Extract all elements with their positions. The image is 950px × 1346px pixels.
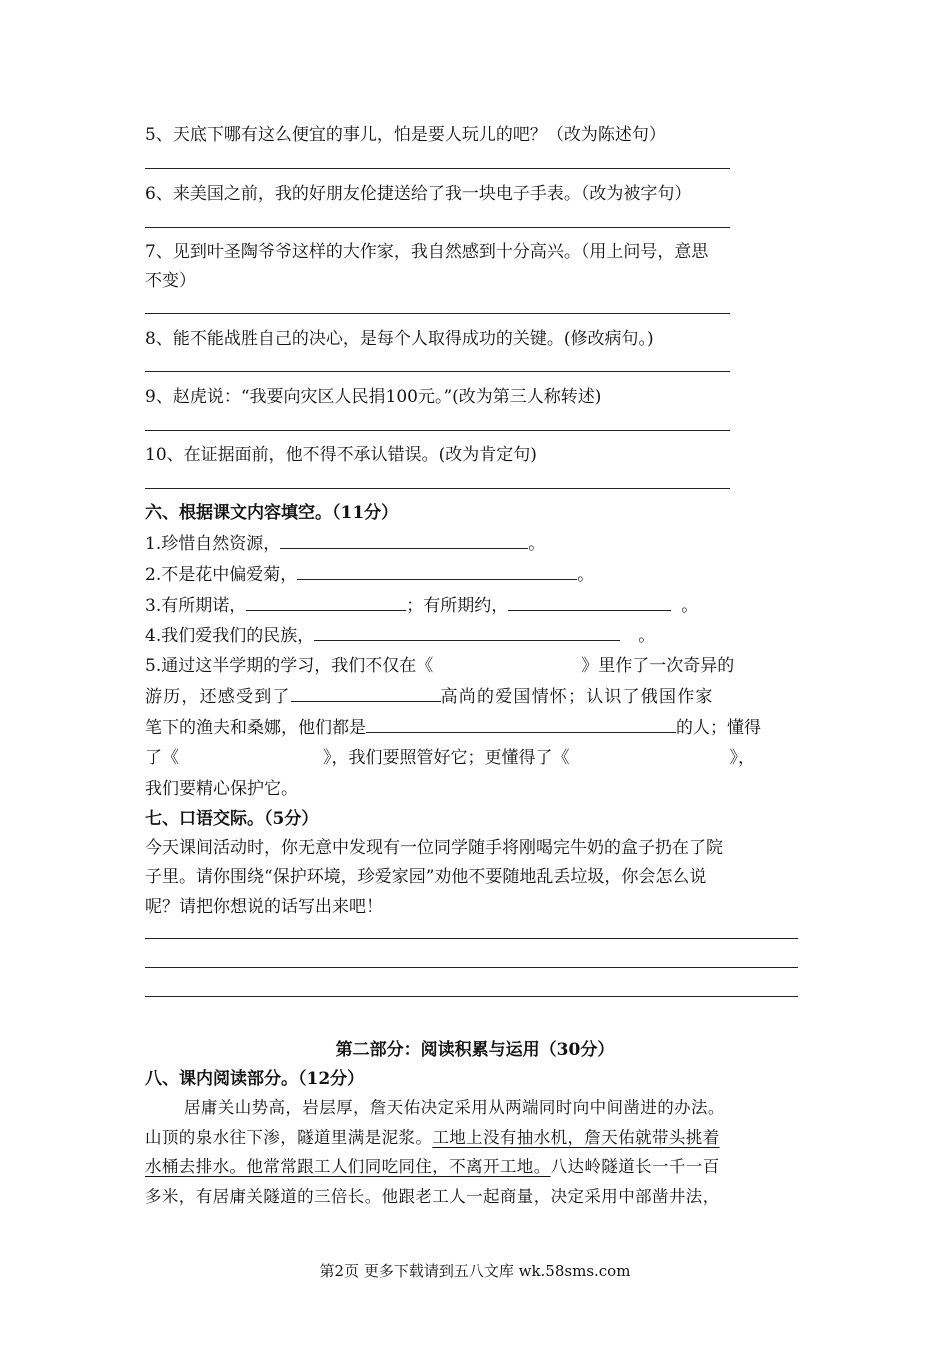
fill-blank-4[interactable]	[314, 622, 620, 641]
section-7-heading: 七、口语交际。（5分）	[145, 809, 319, 829]
question-7: 7、见到叶圣陶爷爷这样的大作家，我自然感到十分高兴。（用上问号，意思	[145, 242, 709, 262]
fill-5-text-f: 的人；懂得	[676, 718, 761, 738]
fill-blank-5c[interactable]	[366, 714, 676, 733]
writing-line-1[interactable]	[145, 938, 798, 939]
section-7-prompt-line2: 子里。请你围绕“保护环境，珍爱家园”劝他不要随地乱丢垃圾，你会怎么说	[145, 867, 707, 887]
section-7-prompt-line1: 今天课间活动时，你无意中发现有一位同学随手将刚喝完牛奶的盒子扔在了院	[145, 838, 723, 858]
fill-3-middle: ；有所期约，	[406, 596, 509, 616]
fill-blank-1[interactable]	[280, 530, 528, 549]
page-footer: 第2页 更多下载请到五八文库 wk.58sms.com	[319, 1262, 631, 1280]
fill-4-suffix: 。	[638, 626, 656, 646]
fill-3-suffix: 。	[681, 596, 699, 616]
reading-para-line3	[145, 1153, 720, 1177]
question-8: 8、能不能战胜自己的决心，是每个人取得成功的关键。(修改病句。)	[145, 329, 654, 349]
fill-2-suffix: 。	[577, 565, 595, 585]
fill-blank-3a[interactable]	[246, 592, 406, 611]
question-7-cont: 不变）	[145, 271, 196, 291]
fill-1-prefix: 1.珍惜自然资源，	[145, 534, 281, 554]
answer-line-10[interactable]	[145, 488, 730, 489]
fill-5-text-b: 》里作了一次奇异的	[581, 656, 735, 676]
fill-item-5-line4	[145, 743, 755, 768]
fill-5-text-c: 游历，还感受到了	[145, 687, 291, 707]
fill-1-suffix: 。	[528, 534, 546, 554]
answer-line-6[interactable]	[145, 227, 730, 228]
question-9: 9、赵虎说：“我要向灾区人民捐100元。”(改为第三人称转述)	[145, 387, 602, 407]
answer-line-9[interactable]	[145, 430, 730, 431]
fill-5-text-i: 》，	[729, 748, 755, 768]
question-6: 6、来美国之前，我的好朋友伦捷送给了我一块电子手表。（改为被字句）	[145, 184, 692, 204]
answer-line-5[interactable]	[145, 168, 730, 169]
fill-5-text-a: 5.通过这半学期的学习，我们不仅在《	[145, 656, 434, 676]
reading-underlined-b: 水桶去排水。他常常跟工人们同吃同住，不离开工地。	[145, 1157, 551, 1176]
reading-text-plain-b: 八达岭隧道长一千一百	[550, 1157, 720, 1176]
fill-5-text-g: 了《	[145, 748, 179, 768]
fill-5-text-e: 笔下的渔夫和桑娜，他们都是	[145, 718, 366, 738]
fill-item-5-line3	[145, 713, 761, 738]
fill-item-1	[145, 529, 545, 554]
fill-blank-2[interactable]	[297, 561, 577, 580]
part-2-title: 第二部分：阅读积累与运用（30分）	[335, 1040, 615, 1060]
fill-3-prefix: 3.有所期诺，	[145, 596, 247, 616]
fill-4-prefix: 4.我们爱我们的民族，	[145, 626, 315, 646]
fill-blank-3b[interactable]	[508, 592, 671, 611]
reading-para-line4: 多米，有居庸关隧道的三倍长。他跟老工人一起商量，决定采用中部凿井法，	[145, 1187, 720, 1206]
fill-item-5-line2	[145, 682, 714, 707]
fill-item-5-line5: 我们要精心保护它。	[145, 779, 298, 799]
section-6-heading: 六、根据课文内容填空。（11分）	[145, 503, 399, 523]
fill-2-prefix: 2.不是花中偏爱菊，	[145, 565, 298, 585]
question-5: 5、天底下哪有这么便宜的事儿，怕是要人玩儿的吧？（改为陈述句）	[145, 125, 666, 145]
reading-underlined-a: 工地上没有抽水机，詹天佑就带头挑着	[432, 1128, 720, 1147]
fill-5-text-d: 高尚的爱国情怀；认识了俄国作家	[440, 687, 714, 707]
fill-item-2	[145, 560, 594, 585]
fill-item-3	[145, 591, 698, 616]
reading-para-line2	[145, 1124, 720, 1148]
section-8-heading: 八、课内阅读部分。（12分）	[145, 1069, 365, 1089]
reading-text-plain-a: 山顶的泉水往下渗，隧道里满是泥浆。	[145, 1128, 433, 1147]
fill-item-4	[145, 621, 655, 646]
fill-5-text-h: 》，我们要照管好它；更懂得了《	[323, 748, 570, 768]
question-10: 10、在证据面前，他不得不承认错误。(改为肯定句)	[145, 445, 537, 465]
answer-line-8[interactable]	[145, 371, 730, 372]
reading-para-line1: 居庸关山势高，岩层厚，詹天佑决定采用从两端同时向中间凿进的办法。	[184, 1098, 725, 1117]
answer-line-7[interactable]	[145, 313, 730, 314]
writing-line-3[interactable]	[145, 996, 798, 997]
fill-blank-5b[interactable]	[291, 683, 441, 702]
fill-item-5-line1	[145, 651, 734, 676]
section-7-prompt-line3: 呢？请把你想说的话写出来吧！	[145, 897, 383, 917]
writing-line-2[interactable]	[145, 967, 798, 968]
